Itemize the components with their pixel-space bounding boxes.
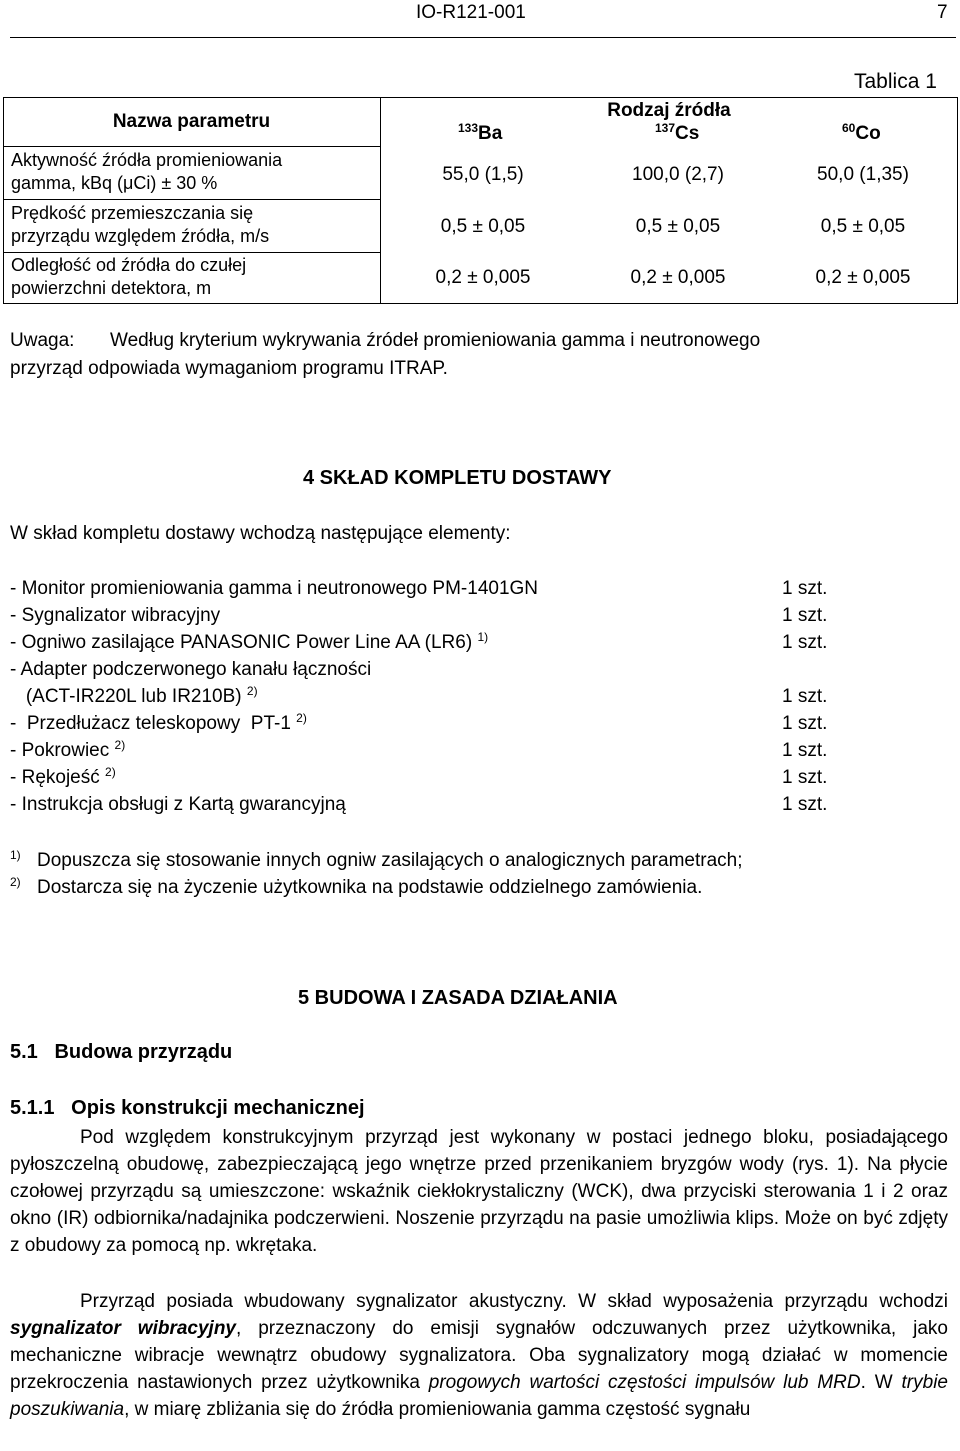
paragraph: Pod względem konstrukcyjnym przyrząd jest wykonany w postaci jednego bloku, posiadającego pyłoszczelną obudowę, zabezpieczającą jego wnętrze przed przenikaniem bryzgów wody (rys. 1). Na płycie czołowej przyrządu są umieszczone: wskaźnik ciekłokrystaliczny (WCK), dwa przyciski sterowania 1 i 2 oraz okno (IR) odbiornika/nadajnika podczerwieni. Noszenie przyrządu na pasie umożliwia klips. Może on być zdjęty z obudowy za pomocą np. wkrętaka. bbox=[10, 1127, 948, 1256]
row-param-name: Aktywność źródła promieniowania gamma, kBq (μCi) ± 30 % bbox=[11, 150, 283, 193]
list-item: - Przedłużacz teleskopowy PT-1 $^{2)}$ bbox=[10, 711, 307, 734]
table-cell: 0,2 ± 0,005 bbox=[815, 267, 911, 288]
table-cell: 0,5 ± 0,05 bbox=[635, 216, 721, 237]
source-header-cs: $^{137}$Cs bbox=[655, 121, 700, 144]
table-cell: 0,2 ± 0,005 bbox=[630, 267, 726, 288]
list-item-qty: 1 szt. bbox=[782, 713, 828, 734]
note-line2: przyrząd odpowiada wymaganiom programu ITRAP. bbox=[10, 358, 448, 379]
list-item-qty: 1 szt. bbox=[782, 605, 828, 626]
list-item: - Pokrowiec $^{2)}$ bbox=[10, 738, 126, 761]
section-5-heading: 5 BUDOWA I ZASADA DZIAŁANIA bbox=[298, 987, 618, 1009]
list-item: - Ogniwo zasilające PANASONIC Power Line AA (LR6) $^{1)}$ bbox=[10, 630, 489, 653]
table-border-top bbox=[3, 97, 958, 98]
emphasis: sygnalizator wibracyjny bbox=[10, 1318, 236, 1339]
table-caption: Tablica 1 bbox=[854, 70, 937, 93]
subsection-5-1-1-heading: 5.1.1 Opis konstrukcji mechanicznej bbox=[10, 1097, 365, 1119]
note-label: Uwaga: bbox=[10, 330, 75, 351]
row-param-name: Odległość od źródła do czułej powierzchni detektora, m bbox=[11, 255, 247, 298]
source-header-ba: $^{133}$Ba bbox=[458, 121, 503, 144]
list-item-qty: 1 szt. bbox=[782, 740, 828, 761]
table-divider bbox=[380, 97, 381, 304]
list-item: (ACT-IR220L lub IR210B) $^{2)}$ bbox=[10, 684, 258, 707]
note-line1: Według kryterium wykrywania źródeł promieniowania gamma i neutronowego bbox=[110, 330, 761, 351]
list-item: - Monitor promieniowania gamma i neutronowego PM-1401GN bbox=[10, 578, 539, 599]
section-4-intro: W skład kompletu dostawy wchodzą następujące elementy: bbox=[10, 523, 511, 544]
footnote-text: Dostarcza się na życzenie użytkownika na podstawie oddzielnego zamówienia. bbox=[37, 877, 703, 898]
footnote-mark: 1) bbox=[10, 848, 21, 862]
parameter-table bbox=[3, 97, 958, 304]
source-header-co: $^{60}$Co bbox=[842, 121, 881, 144]
header-rule bbox=[10, 37, 956, 38]
footnote-text: Dopuszcza się stosowanie innych ogniw zasilających o analogicznych parametrach; bbox=[37, 850, 743, 871]
section-4-heading: 4 SKŁAD KOMPLETU DOSTAWY bbox=[303, 467, 612, 489]
table-cell: 100,0 (2,7) bbox=[632, 164, 724, 185]
list-item-qty: 1 szt. bbox=[782, 632, 828, 653]
source-group-header: Rodzaj źródła bbox=[607, 100, 731, 121]
list-item: - Sygnalizator wibracyjny bbox=[10, 605, 221, 626]
emphasis: trybie poszukiwania bbox=[10, 1372, 948, 1420]
list-item-qty: 1 szt. bbox=[782, 686, 828, 707]
emphasis: progowych wartości częstości impulsów lub MRD bbox=[428, 1372, 861, 1393]
row-param-name: Prędkość przemieszczania się przyrządu względem źródła, m/s bbox=[11, 203, 270, 246]
page-number: 7 bbox=[937, 2, 948, 23]
list-item: - Instrukcja obsługi z Kartą gwarancyjną bbox=[10, 794, 346, 815]
table-cell: 0,2 ± 0,005 bbox=[435, 267, 531, 288]
table-cell: 50,0 (1,35) bbox=[817, 164, 909, 185]
subsection-5-1-heading: 5.1 Budowa przyrządu bbox=[10, 1041, 233, 1063]
footnote-mark: 2) bbox=[10, 875, 21, 889]
list-item: - Rękojeść $^{2)}$ bbox=[10, 765, 116, 788]
list-item: - Adapter podczerwonego kanału łączności bbox=[10, 659, 372, 680]
list-item-qty: 1 szt. bbox=[782, 578, 828, 599]
table-cell: 55,0 (1,5) bbox=[442, 164, 524, 185]
document-id: IO-R121-001 bbox=[416, 2, 526, 23]
table-cell: 0,5 ± 0,05 bbox=[440, 216, 526, 237]
param-header: Nazwa parametru bbox=[112, 111, 271, 132]
list-item-qty: 1 szt. bbox=[782, 794, 828, 815]
table-rule bbox=[3, 252, 381, 253]
paragraph: Przyrząd posiada wbudowany sygnalizator akustyczny. W skład wyposażenia przyrządu wchodzi sygnalizator wibracyjny, przeznaczony do emisji sygnałów odczuwanych przez użytkownika, jako mechaniczne wibracje wewnątrz obudowy sygnalizatora. Oba sygnalizatory mogą działać w momencie przekroczenia nastawionych przez użytkownika progowych wartości częstości impulsów lub MRD. W trybie poszukiwania, w miarę zbliżania się do źródła promieniowania gamma częstość sygnału bbox=[10, 1291, 948, 1420]
list-item-qty: 1 szt. bbox=[782, 767, 828, 788]
table-rule bbox=[3, 146, 381, 147]
table-cell: 0,5 ± 0,05 bbox=[820, 216, 906, 237]
table-border-bottom bbox=[3, 303, 958, 304]
table-rule bbox=[3, 199, 381, 200]
